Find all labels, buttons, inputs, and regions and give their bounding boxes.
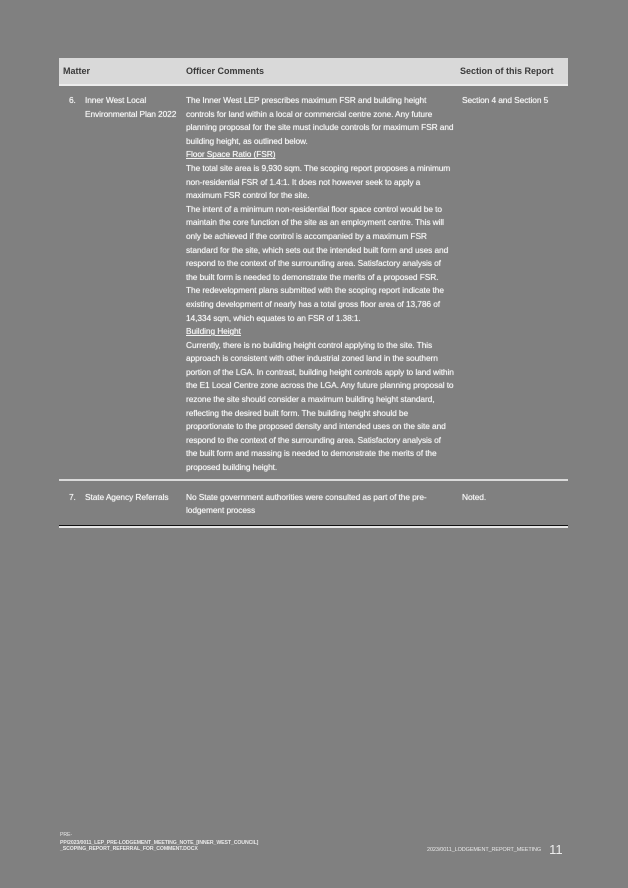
document-page [59,58,568,528]
building-height-paragraph: Currently, there is no building height control applying to the site. This approach is consistent with other industrial zoned land in the southern portion of the LGA. In contrast, building height controls apply to land within the E1 Local Centre zone across the LGA. Any future planning proposal to rezone the site should consider a maximum building height standard, reflecting the desired built form. The building height should be proportionate to the proposed density and intended uses on the site and respond to the context of the surrounding area. Satisfactory analysis of the built form and massing is needed to demonstrate the merits of the proposed building height. [186,339,454,473]
footer-ref-label: PRE- [60,832,72,838]
matter-cell [59,85,182,480]
header-matter: Matter [59,58,182,85]
matter-text: Inner West Local Environmental Plan 2022 [85,95,177,119]
footer-path-line-1: PP/2023/0011_LEP_PRE-LODGEMENT_MEETING_NOTE_[INNER_WEST_COUNCIL] [60,840,259,847]
assessment-table [59,58,568,528]
section-cell: Noted. [458,480,568,527]
table-header-row [59,58,568,85]
table-row [59,85,568,480]
fsr-paragraph-1: The total site area is 9,930 sqm. The scoping report proposes a minimum non-residential FSR of 1.4:1. It does not however seek to apply a maximum FSR control for the site. [186,162,451,201]
footer-document-id: 2023/0011_LODGEMENT_REPORT_MEETING [427,846,542,853]
row-number: 6. [69,95,76,105]
officer-comments-cell [182,85,458,480]
section-cell: Section 4 and Section 5 [458,85,568,480]
comment-intro: The Inner West LEP prescribes maximum FSR and building height controls for land within a local or commercial centre zone. Any future planning proposal for the site must include controls for maximum FSR and building height, as outlined below. [186,95,454,146]
building-height-heading: Building Height [186,326,241,337]
matter-cell [59,480,182,527]
footer-path-line-2: _SCOPING_REPORT_REFERRAL_FOR_COMMENT.DOCX [60,846,198,853]
row-number: 7. [69,491,76,502]
officer-comments-cell: No State government authorities were consulted as part of the pre-lodgement process [182,480,458,527]
fsr-heading: Floor Space Ratio (FSR) [186,149,276,160]
header-officer-comments: Officer Comments [182,58,458,85]
header-section-of-report: Section of this Report [458,58,568,85]
page-number: 11 [549,842,563,857]
footer-file-reference [60,832,290,853]
footer-page-info [427,842,563,857]
table-row [59,480,568,527]
matter-text: State Agency Referrals [85,491,169,502]
fsr-paragraph-2: The intent of a minimum non-residential floor space control would be to maintain the core function of the site as an employment centre. This will only be achieved if the control is accompanied by a maximum FSR standard for the site, which sets out the intended built form and uses and respond to the context of the surrounding area. Satisfactory analysis of the built form is needed to demonstrate the merits of a proposed FSR. The redevelopment plans submitted with the scoping report indicate the existing development of nearly has a total gross floor area of 13,786 of 14,334 sqm, which equates to an FSR of 1.38:1. [186,203,449,323]
